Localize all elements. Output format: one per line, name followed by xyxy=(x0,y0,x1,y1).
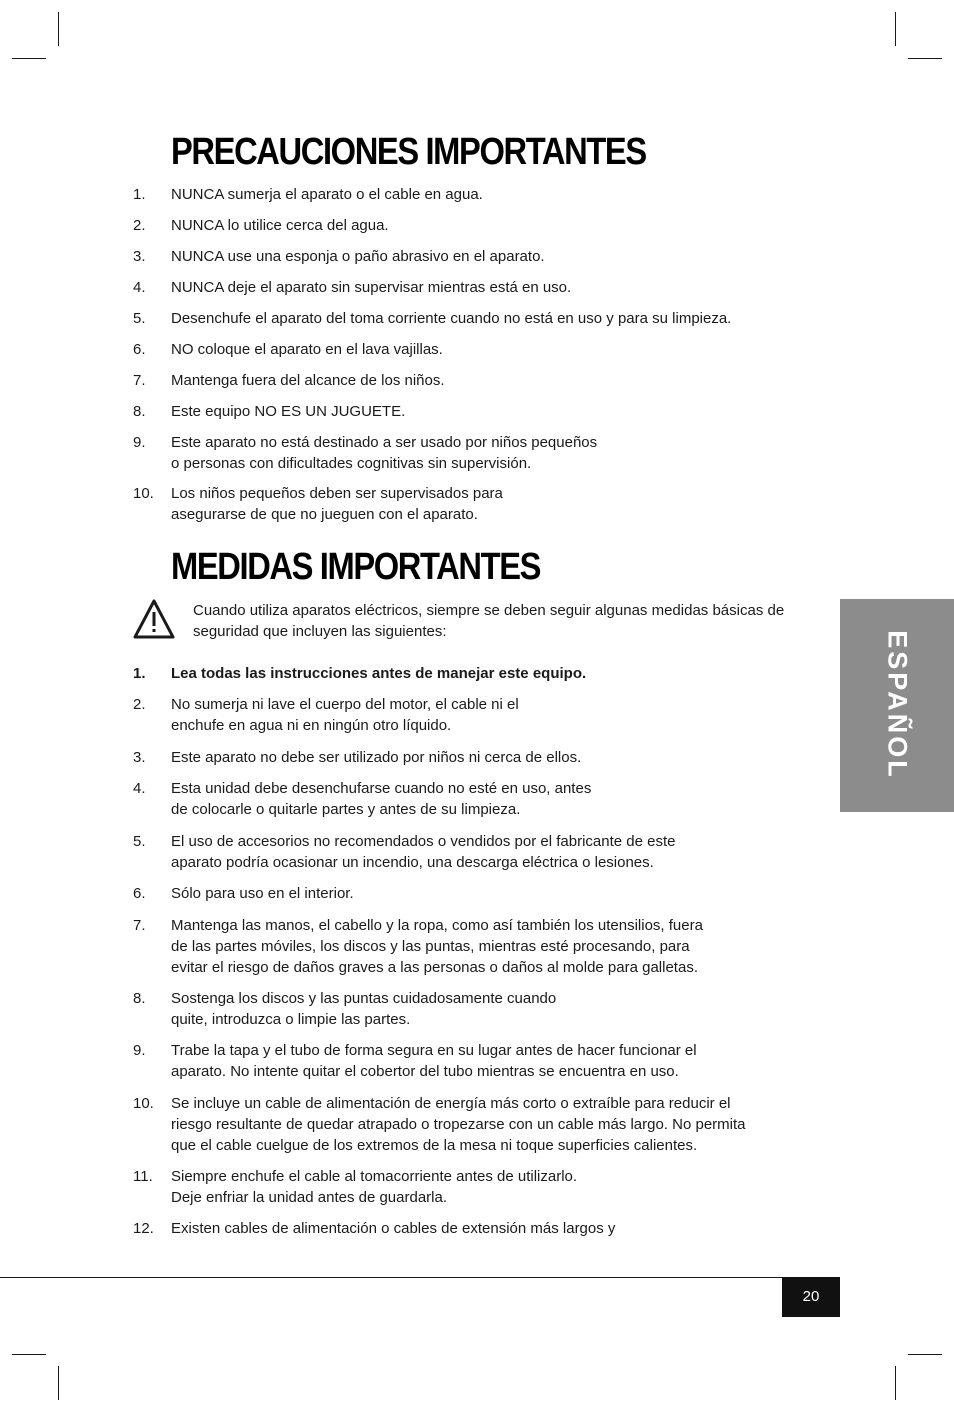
medidas-title: MEDIDAS IMPORTANTES xyxy=(171,546,541,588)
precauciones-title: PRECAUCIONES IMPORTANTES xyxy=(171,131,646,173)
list-item-line: enchufe en agua ni en ningún otro líquido. xyxy=(171,717,452,734)
list-item-number: 4. xyxy=(133,279,146,296)
list-item-line: Lea todas las instrucciones antes de manejar este equipo. xyxy=(171,665,587,682)
list-item-line: NUNCA deje el aparato sin supervisar mientras está en uso. xyxy=(171,279,572,296)
list-item-line: aparato. No intente quitar el cobertor del tubo mientras se encuentra en uso. xyxy=(171,1063,679,1080)
list-item-text xyxy=(171,831,675,873)
page-number: 20 xyxy=(782,1277,840,1317)
list-item-text xyxy=(171,401,405,422)
list-item-line: Se incluye un cable de alimentación de energía más corto o extraíble para reducir el xyxy=(171,1095,731,1112)
list-item-text xyxy=(171,1040,697,1082)
list-item-text xyxy=(171,915,703,978)
list-item-line: Este equipo NO ES UN JUGUETE. xyxy=(171,403,406,420)
list-item-number: 1. xyxy=(133,665,146,682)
crop-mark xyxy=(58,1366,59,1400)
list-item-number: 1. xyxy=(133,186,146,203)
list-item-text xyxy=(171,694,519,736)
list-item-text xyxy=(171,663,586,684)
list-item-text xyxy=(171,432,597,474)
list-item-line: Este aparato no está destinado a ser usado por niños pequeños xyxy=(171,434,598,451)
list-item-number: 5. xyxy=(133,833,146,850)
list-item-line: Este aparato no debe ser utilizado por niños ni cerca de ellos. xyxy=(171,749,582,766)
list-item-line: de las partes móviles, los discos y las puntas, mientras esté procesando, para xyxy=(171,938,690,955)
list-item-line: Siempre enchufe el cable al tomacorriente antes de utilizarlo. xyxy=(171,1168,578,1185)
list-item-line: asegurarse de que no jueguen con el aparato. xyxy=(171,506,478,523)
list-item-line: Esta unidad debe desenchufarse cuando no esté en uso, antes xyxy=(171,780,592,797)
medidas-intro xyxy=(193,600,784,642)
list-item-text xyxy=(171,747,581,768)
list-item-text xyxy=(171,246,545,267)
list-item-number: 5. xyxy=(133,310,146,327)
list-item-line: Sostenga los discos y las puntas cuidadosamente cuando xyxy=(171,990,557,1007)
list-item-line: evitar el riesgo de daños graves a las personas o daños al molde para galletas. xyxy=(171,959,698,976)
list-item-line: NO coloque el aparato en el lava vajillas. xyxy=(171,341,443,358)
footer-rule xyxy=(0,1277,840,1278)
crop-mark xyxy=(908,1354,942,1355)
list-item-line: No sumerja ni lave el cuerpo del motor, el cable ni el xyxy=(171,696,519,713)
list-item-number: 3. xyxy=(133,749,146,766)
list-item-text xyxy=(171,184,483,205)
list-item-number: 8. xyxy=(133,403,146,420)
list-item-line: Existen cables de alimentación o cables de extensión más largos y xyxy=(171,1220,616,1237)
list-item-line: Trabe la tapa y el tubo de forma segura en su lugar antes de hacer funcionar el xyxy=(171,1042,697,1059)
list-item-number: 7. xyxy=(133,372,146,389)
crop-mark xyxy=(908,58,942,59)
list-item-text xyxy=(171,1218,615,1239)
list-item-number: 4. xyxy=(133,780,146,797)
list-item-number: 6. xyxy=(133,885,146,902)
list-item-line: aparato podría ocasionar un incendio, una descarga eléctrica o lesiones. xyxy=(171,854,654,871)
crop-mark xyxy=(895,1366,896,1400)
list-item-number: 8. xyxy=(133,990,146,1007)
list-item-number: 10. xyxy=(133,485,154,502)
list-item-number: 11. xyxy=(133,1168,153,1185)
list-item-number: 9. xyxy=(133,1042,146,1059)
language-tab-label: ESPAÑOL xyxy=(882,630,913,780)
list-item-text xyxy=(171,370,445,391)
list-item-text xyxy=(171,883,354,904)
list-item-line: Deje enfriar la unidad antes de guardarla. xyxy=(171,1189,448,1206)
list-item-number: 2. xyxy=(133,696,146,713)
list-item-line: o personas con dificultades cognitivas sin supervisión. xyxy=(171,455,532,472)
list-item-line: que el cable cuelgue de los extremos de la mesa ni toque superficies calientes. xyxy=(171,1137,698,1154)
list-item-line: quite, introduzca o limpie las partes. xyxy=(171,1011,411,1028)
list-item-text xyxy=(171,988,556,1030)
list-item-line: NUNCA use una esponja o paño abrasivo en el aparato. xyxy=(171,248,545,265)
crop-mark xyxy=(895,12,896,46)
list-item-text xyxy=(171,1093,746,1156)
list-item-text xyxy=(171,1166,577,1208)
list-item-number: 3. xyxy=(133,248,146,265)
crop-mark xyxy=(12,1354,46,1355)
list-item-text xyxy=(171,277,571,298)
list-item-line: Los niños pequeños deben ser supervisados para xyxy=(171,485,503,502)
list-item-text xyxy=(171,339,443,360)
list-item-line: Desenchufe el aparato del toma corriente cuando no está en uso y para su limpieza. xyxy=(171,310,732,327)
list-item-line: Mantenga las manos, el cabello y la ropa, como así también los utensilios, fuera xyxy=(171,917,703,934)
list-item-line: Mantenga fuera del alcance de los niños. xyxy=(171,372,445,389)
list-item-text xyxy=(171,778,591,820)
list-item-number: 6. xyxy=(133,341,146,358)
crop-mark xyxy=(58,12,59,46)
warning-icon xyxy=(133,598,175,640)
language-tab xyxy=(840,599,954,812)
list-item-line: Sólo para uso en el interior. xyxy=(171,885,354,902)
intro-line: Cuando utiliza aparatos eléctricos, siempre se deben seguir algunas medidas básicas de xyxy=(193,602,785,619)
list-item-text xyxy=(171,483,503,525)
list-item-line: NUNCA lo utilice cerca del agua. xyxy=(171,217,389,234)
list-item-text xyxy=(171,308,731,329)
list-item-line: de colocarle o quitarle partes y antes de su limpieza. xyxy=(171,801,521,818)
list-item-number: 2. xyxy=(133,217,146,234)
list-item-number: 12. xyxy=(133,1220,154,1237)
list-item-number: 10. xyxy=(133,1095,154,1112)
list-item-text xyxy=(171,215,389,236)
crop-mark xyxy=(12,58,46,59)
list-item-number: 7. xyxy=(133,917,146,934)
list-item-line: El uso de accesorios no recomendados o vendidos por el fabricante de este xyxy=(171,833,676,850)
list-item-line: NUNCA sumerja el aparato o el cable en agua. xyxy=(171,186,483,203)
list-item-number: 9. xyxy=(133,434,146,451)
list-item-line: riesgo resultante de quedar atrapado o tropezarse con un cable más largo. No permita xyxy=(171,1116,746,1133)
intro-line: seguridad que incluyen las siguientes: xyxy=(193,623,447,640)
